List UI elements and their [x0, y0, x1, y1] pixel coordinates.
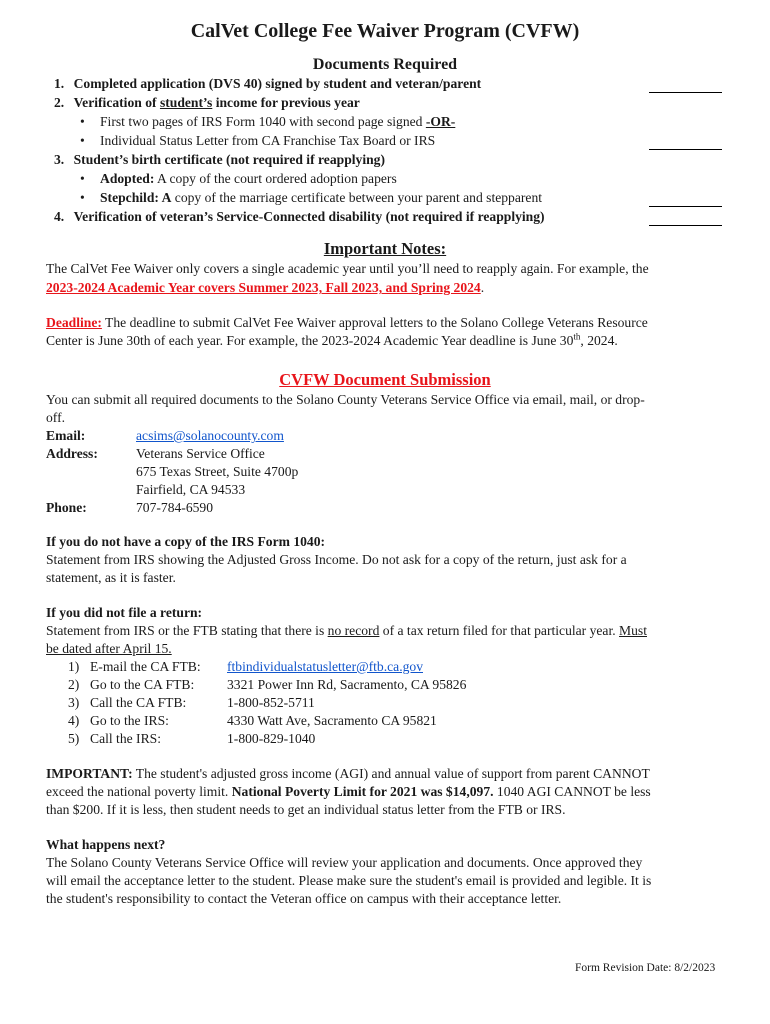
submission-heading: CVFW Document Submission [279, 370, 491, 389]
no-copy-text: statement, as it is faster. [46, 570, 176, 585]
important-notes-heading: Important Notes: [323, 239, 447, 258]
checklist-line[interactable] [649, 149, 722, 150]
important-text: IMPORTANT: The student's adjusted gross income (AGI) and annual value of support from parent CANNOT [46, 766, 650, 781]
list-item: 1. Completed application (DVS 40) signed by student and veteran/parent [54, 76, 482, 91]
address-line: 675 Texas Street, Suite 4700p [136, 464, 299, 479]
next-heading: What happens next? [46, 837, 166, 852]
email-link[interactable]: acsims@solanocounty.com [136, 428, 284, 443]
list-item: • Stepchild: A copy of the marriage certificate between your parent and stepparent [100, 189, 542, 207]
step-value: 3321 Power Inn Rd, Sacramento, CA 95826 [227, 677, 467, 692]
no-file-text: Statement from IRS or the FTB stating that there is no record of a tax return filed for that particular year. Must [46, 623, 647, 638]
phone-label: Phone: [46, 500, 87, 515]
no-copy-text: Statement from IRS showing the Adjusted Gross Income. Do not ask for a copy of the return, just ask for a [46, 552, 627, 567]
step-label: Go to the IRS: [90, 713, 169, 728]
step-number: 3) [68, 695, 80, 710]
list-item: 2. Verification of student’s income for previous year [54, 95, 360, 110]
submission-intro: You can submit all required documents to the Solano County Veterans Service Office via email, mail, or drop- [46, 392, 645, 407]
next-text: The Solano County Veterans Service Office will review your application and documents. Once approved they [46, 855, 643, 870]
deadline-line: Center is June 30th of each year. For example, the 2023-2024 Academic Year deadline is June 30th, 2024. [46, 331, 618, 348]
revision-date: Form Revision Date: 8/2/2023 [575, 962, 716, 974]
address-line: Veterans Service Office [136, 446, 265, 461]
notes-line: 2023-2024 Academic Year covers Summer 2023, Fall 2023, and Spring 2024. [46, 280, 485, 295]
page-title: CalVet College Fee Waiver Program (CVFW) [190, 20, 580, 42]
no-file-text: be dated after April 15. [46, 641, 172, 656]
step-number: 4) [68, 713, 80, 728]
list-item: • Individual Status Letter from CA Franchise Tax Board or IRS [100, 132, 435, 150]
next-text: will email the acceptance letter to the student. Please make sure the student's email is provided and legible. It is [46, 873, 652, 888]
step-label: Go to the CA FTB: [90, 677, 195, 692]
checklist-line[interactable] [649, 92, 722, 93]
step-label: Call the CA FTB: [90, 695, 187, 710]
no-copy-heading: If you do not have a copy of the IRS Form 1040: [46, 534, 326, 549]
step-value: 1-800-852-5711 [227, 695, 315, 710]
step-number: 5) [68, 731, 80, 746]
submission-intro: off. [46, 410, 66, 425]
list-item: • First two pages of IRS Form 1040 with second page signed -OR- [100, 113, 455, 131]
step-label: Call the IRS: [90, 731, 161, 746]
step-number: 2) [68, 677, 80, 692]
notes-line: The CalVet Fee Waiver only covers a single academic year until you’ll need to reapply again. For example, the [46, 261, 649, 276]
list-item: 4. Verification of veteran’s Service-Connected disability (not required if reapplying) [54, 209, 545, 224]
address-label: Address: [46, 446, 98, 461]
checklist-line[interactable] [649, 225, 722, 226]
no-file-heading: If you did not file a return: [46, 605, 203, 620]
ftb-email-link[interactable]: ftbindividualstatusletter@ftb.ca.gov [227, 659, 423, 674]
next-text: the student's responsibility to contact the Veteran office on campus with their acceptance letter. [46, 891, 562, 906]
documents-heading: Documents Required [312, 56, 458, 73]
list-item: 3. Student’s birth certificate (not required if reapplying) [54, 152, 385, 167]
important-text: than $200. If it is less, then student needs to get an individual status letter from the FTB or IRS. [46, 802, 566, 817]
important-text: exceed the national poverty limit. National Poverty Limit for 2021 was $14,097. 1040 AGI CANNOT be less [46, 784, 651, 799]
step-value: 4330 Watt Ave, Sacramento CA 95821 [227, 713, 437, 728]
address-line: Fairfield, CA 94533 [136, 482, 246, 497]
step-label: E-mail the CA FTB: [90, 659, 201, 674]
checklist-line[interactable] [649, 206, 722, 207]
step-number: 1) [68, 659, 80, 674]
phone-value: 707-784-6590 [136, 500, 214, 515]
deadline-line: Deadline: The deadline to submit CalVet Fee Waiver approval letters to the Solano College Veterans Resource [46, 315, 648, 330]
step-value: 1-800-829-1040 [227, 731, 316, 746]
list-item: • Adopted: A copy of the court ordered adoption papers [100, 170, 397, 188]
email-label: Email: [46, 428, 86, 443]
